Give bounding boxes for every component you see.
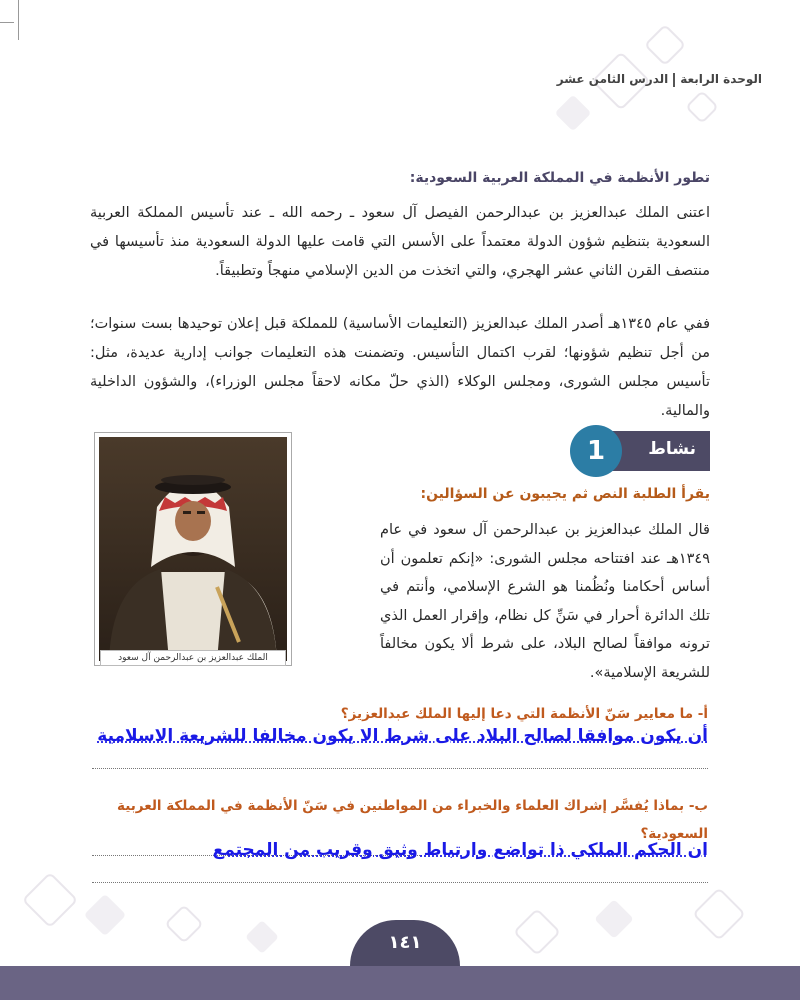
question-b: ب- بماذا يُفسَّر إشراك العلماء والخبراء من المواطنين في سَنّ الأنظمة في المملكة العربية السعودية؟ <box>117 798 708 842</box>
portrait-illustration <box>99 437 287 661</box>
activity-number-badge: 1 <box>570 425 622 477</box>
header-separator <box>673 73 675 87</box>
page-number: ١٤١ <box>350 920 460 966</box>
bg-decoration <box>685 90 719 124</box>
king-photo <box>94 432 292 666</box>
unit-label: الوحدة الرابعة <box>680 72 762 86</box>
crop-mark <box>18 0 19 40</box>
bg-decoration <box>594 899 634 939</box>
bg-decoration <box>555 95 592 132</box>
answer-a: أن يكون موافقا لصالح البلاد على شرط الا يكون مخالفا للشريعة الاسلامية <box>97 726 708 746</box>
paragraph-1: اعتنى الملك عبدالعزيز بن عبدالرحمن الفيصل آل سعود ـ رحمه الله ـ عند تأسيس المملكة العربية السعودية بتنظيم شؤون الدولة معتمداً على الأسس التي قامت عليها الدولة السعودية منذ تأسيسها في منتصف القرن الثاني عشر الهجري، والتي اتخذت من الدين الإسلامي منهجاً وتطبيقاً. <box>90 205 710 279</box>
bg-decoration <box>245 920 279 954</box>
bg-decoration <box>692 887 746 941</box>
footer-bar <box>0 966 800 1000</box>
bg-decoration <box>644 24 686 66</box>
running-header <box>362 72 762 87</box>
king-quote: قال الملك عبدالعزيز بن عبدالرحمن آل سعود في عام ١٣٤٩هـ عند افتتاحه مجلس الشورى: «إنكم تعلمون أن أساس أحكامنا ونُظُمنا هو الشرع الإسلامي، وأنتم في تلك الدائرة أحرار في سَنِّ كل نظام، وإقرار العمل الذي ترونه موافقاً لصالح البلاد، على شرط ألا يكون مخالفاً للشريعة الإسلامية». <box>380 522 710 681</box>
answer-b: ان الحكم الملكي ذا تواضع وارتباط وثيق وقريب من المجتمع <box>212 840 708 860</box>
bg-decoration <box>22 872 79 929</box>
answer-line <box>92 882 708 883</box>
bg-decoration <box>164 904 204 944</box>
activity-instruction: يقرأ الطلبة النص ثم يجيبون عن السؤالين: <box>420 486 710 502</box>
paragraph-2: ففي عام ١٣٤٥هـ أصدر الملك عبدالعزيز (التعليمات الأساسية) للمملكة قبل إعلان توحيدها بست سنوات؛ من أجل تنظيم شؤونها؛ لقرب اكتمال التأسيس. وتضمنت هذه التعليمات جوانب إدارية عديدة، مثل: تأسيس مجلس الشورى، ومجلس الوكلاء (الذي حلّ مكانه لاحقاً مجلس الوزراء)، والشؤون الداخلية والمالية. <box>90 316 710 419</box>
answer-line <box>92 768 708 769</box>
bg-decoration <box>84 894 126 936</box>
crop-mark <box>0 22 14 23</box>
question-a: أ- ما معايير سَنّ الأنظمة التي دعا إليها الملك عبدالعزيز؟ <box>340 706 708 722</box>
section-title: تطور الأنظمة في المملكة العربية السعودية: <box>409 170 710 186</box>
lesson-label: الدرس الثامن عشر <box>556 72 669 86</box>
photo-caption: الملك عبدالعزيز بن عبدالرحمن آل سعود <box>100 650 286 666</box>
bg-decoration <box>513 908 561 956</box>
activity-label: نشاط <box>648 439 696 459</box>
